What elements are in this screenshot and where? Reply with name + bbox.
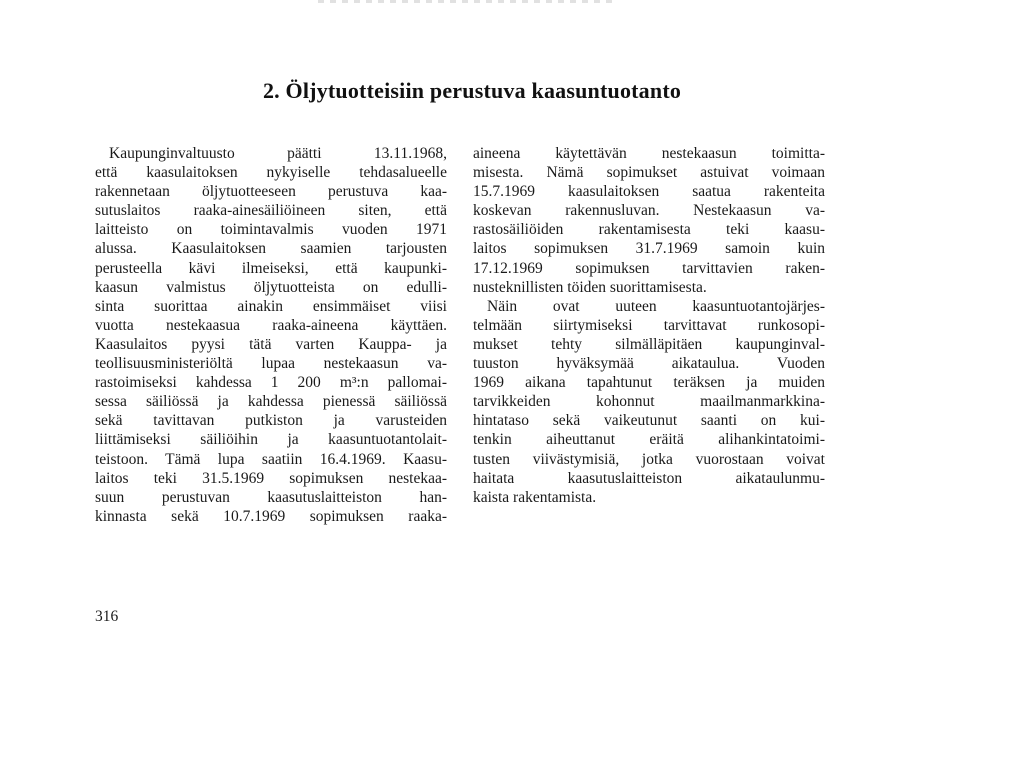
text-line: sessa säiliössä ja kahdessa pienessä säiliössä [95,393,447,411]
text-line: teollisuusministeriöltä lupaa nestekaasun va- [95,355,447,373]
left-text-column [95,144,447,526]
text-line: rakennetaan öljytuotteeseen perustuva kaa- [95,183,447,201]
text-line: sutuslaitos raaka-ainesäiliöineen siten, että [95,202,447,220]
text-line: Kaupunginvaltuusto päätti 13.11.1968, [109,145,447,162]
text-line: mukset tehty silmälläpitäen kaupunginval- [473,335,825,353]
page-number: 316 [95,608,119,625]
text-line: aineena käytettävän nestekaasun toimitta- [473,145,825,162]
text-line: Kaasulaitos pyysi tätä varten Kauppa- ja [95,335,447,353]
text-line: telmään siirtymiseksi tarvittavat runkosopi- [473,316,825,334]
text-line: perusteella kävi ilmeiseksi, että kaupunki- [95,259,447,277]
text-line: koskevan rakennusluvan. Nestekaasun va- [473,202,825,220]
text-line: suun perustuvan kaasutuslaitteiston han- [95,488,447,506]
text-line: sekä tavittavan putkiston ja varusteiden [95,412,447,430]
text-line: hintataso sekä vaikeutunut saanti on kui- [473,412,825,430]
text-line: kaasun valmistus öljytuotteista on edulli- [95,278,447,296]
section-title: 2. Öljytuotteisiin perustuva kaasuntuotanto [262,78,682,103]
text-line: laitos teki 31.5.1969 sopimuksen nestekaa- [95,469,447,487]
text-line: nusteknillisten töiden suorittamisesta. [473,278,707,296]
text-line: alussa. Kaasulaitoksen saamien tarjousten [95,240,447,258]
right-text-column [473,144,825,507]
text-line: vuotta nestekaasua raaka-aineena käyttäen. [95,316,447,334]
scan-artifact [318,0,618,3]
text-line: rastoimiseksi kahdessa 1 200 m³:n pallomai- [95,374,447,392]
text-line: että kaasulaitoksen nykyiselle tehdasalueelle [95,164,447,182]
text-line: Näin ovat uuteen kaasuntuotantojärjes- [487,297,825,315]
text-line: tarvikkeiden kohonnut maailmanmarkkina- [473,393,825,411]
text-line: teistoon. Tämä lupa saatiin 16.4.1969. Kaasu- [95,450,447,468]
text-line: kaista rakentamista. [473,488,597,506]
text-line: 15.7.1969 kaasulaitoksen saatua rakenteita [473,183,825,201]
text-line: tusten viivästymisiä, jotka vuorostaan voivat [473,450,825,468]
text-line: 1969 aikana tapahtunut teräksen ja muiden [473,374,825,392]
text-line: 17.12.1969 sopimuksen tarvittavien raken- [473,259,825,277]
text-line: haitata kaasutuslaitteiston aikataulunmu- [473,469,825,487]
text-line: tuuston hyväksymää aikataulua. Vuoden [473,355,825,373]
text-line: liittämiseksi säiliöihin ja kaasuntuotantolait- [95,431,447,449]
text-line: sinta suorittaa ainakin ensimmäiset viisi [95,297,447,315]
text-line: kinnasta sekä 10.7.1969 sopimuksen raaka- [95,507,447,525]
text-line: tenkin aiheuttanut eräitä alihankintatoimi- [473,431,825,449]
text-line: laitteisto on toimintavalmis vuoden 1971 [95,221,447,239]
text-line: misesta. Nämä sopimukset astuivat voimaan [473,164,825,182]
text-line: rastosäiliöiden rakentamisesta teki kaasu- [473,221,825,239]
text-line: laitos sopimuksen 31.7.1969 samoin kuin [473,240,825,258]
